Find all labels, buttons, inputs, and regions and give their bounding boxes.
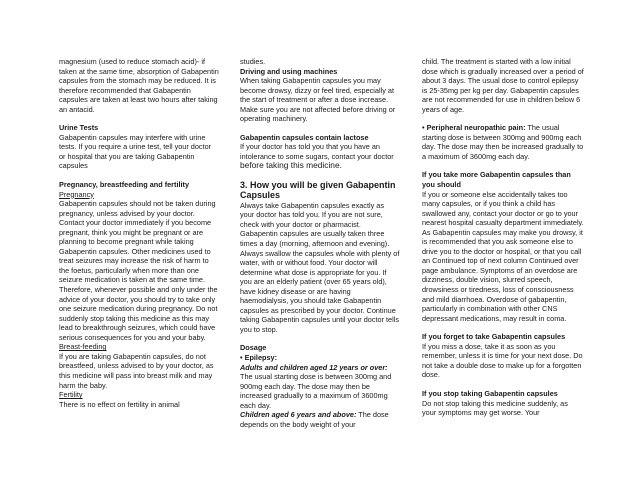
neuropathic-paragraph [422, 123, 584, 161]
child-dose-text: child. The treatment is started with a low initial dose which is gradually increased over a period of about 3 days. The usual dose to control epilepsy is 25-35mg per kg per day. Gabapentin capsules are not recommended for use in children below 6 years of age. [422, 57, 584, 114]
driving-heading: Driving and using machines [240, 66, 338, 76]
section-3-text: Always take Gabapentin capsules exactly as your doctor has told you. If you are not sure, check with your doctor or pharmacist. Gabapentin capsules are usually taken three times a day (morning, afternoon and evening). Always swallow the capsules whole with plenty of water, with or without food. Your doctor will determine what dose is appropriate for you. If you are an elderly patient (over 65 years old), have kidney disease or are having haemodialysis, you should take Gabapentin capsules as prescribed by your doctor. Continue taking Gabapentin capsules until your doctor tells you to stop. [240, 200, 400, 334]
adults-dose-paragraph [240, 363, 400, 411]
children-text: The dose depends on the body weight of your [240, 410, 389, 429]
pregnancy-heading: Pregnancy, breastfeeding and fertility [59, 180, 190, 190]
epilepsy-heading: • Epilepsy: [240, 353, 278, 363]
breastfeeding-subheading: Breast-feeding [59, 342, 107, 352]
children-dose-paragraph [240, 410, 400, 429]
forget-dose-text: If you miss a dose, take it as soon as you remember, unless it is time for your next dose. Do not take a double dose to make up for a forgotten dose. [422, 341, 583, 380]
urine-tests-text: Gabapentin capsules may interfere with urine tests. If you require a urine test, tell your doctor or hospital that you are taking Gabapentin capsules [59, 132, 212, 171]
studies-text: studies. [240, 57, 266, 66]
driving-text: When taking Gabapentin capsules you may become drowsy, dizzy or feel tired, especially at the start of treatment or after a dose increase. Make sure you are not affected before driving or operating machinery. [240, 76, 396, 124]
column-left [59, 57, 219, 409]
urine-tests-heading: Urine Tests [59, 123, 99, 133]
lactose-text [240, 142, 400, 171]
antacid-paragraph: magnesium (used to reduce stomach acid)- if taken at the same time, absorption of Gabapentin capsules from the stomach may be reduced. It is therefore recommended that Gabapentin capsules are taken at least two hours after taking an antacid. [59, 57, 219, 114]
neuropathic-heading: • Peripheral neuropathic pain: [422, 123, 526, 133]
pregnancy-subheading: Pregnancy [59, 189, 94, 199]
adults-heading: Adults and children aged 12 years or over: [240, 362, 388, 372]
pregnancy-text: Gabapentin capsules should not be taken during pregnancy, unless advised by your doctor. Contact your doctor immediately if you become pregnant, think you might be pregnant or are planning to become pregnant while taking Gabapentin capsules. Other medicines used to treat seizures may increase the risk of harm to the foetus, particularly when more than one seizure medication is taken at the same time. Therefore, whenever possible and only under the advice of your doctor, you should try to take only one seizure medication during pregnancy. Do not suddenly stop taking this medicine as this may lead to breakthrough seizures, which could have serious consequences for you and your baby. [59, 199, 218, 342]
fertility-text: There is no effect on fertility in animal [59, 399, 180, 409]
adults-text: The usual starting dose is between 300mg and 900mg each day. The dose may then be increased gradually to a maximum of 3600mg each day. [240, 372, 392, 410]
overdose-text: If you or someone else accidentally takes too many capsules, or if you think a child has swallowed any, contact your doctor or go to your nearest hospital casualty department immediately. As Gabapentin capsules may make you drowsy, it is recommended that you ask someone else to drive you to the doctor or hospital, or that you call an Continued top of next column Continued over page ambulance. Symptoms of an overdose are dizziness, double vision, slurred speech, drowsiness or tiredness, loss of consciousness and mild diarrhoea. Overdose of gabapentin, particularly in combination with other CNS depressant medications, may result in coma. [422, 189, 584, 323]
forget-dose-heading: If you forget to take Gabapentin capsules [422, 332, 566, 342]
overdose-heading: If you take more Gabapentin capsules than you should [422, 170, 571, 190]
column-right [422, 57, 584, 418]
dosage-heading: Dosage [240, 343, 267, 353]
fertility-subheading: Fertility [59, 390, 83, 400]
section-3-heading: 3. How you will be given Gabapentin Capsules [240, 180, 396, 201]
lactose-heading: Gabapentin capsules contain lactose [240, 132, 369, 142]
lactose-text-a: If your doctor has told you that you have an intolerance to some sugars, contact your doctor [240, 142, 394, 161]
lactose-text-b: before taking this medicine. [240, 160, 342, 171]
breastfeeding-text: If you are taking Gabapentin capsules, do not breastfeed, unless advised to by your doctor, as this medicine will pass into breast milk and may harm the baby. [59, 351, 214, 390]
children-heading: Children aged 6 years and above: [240, 410, 357, 420]
neuropathic-text: The usual starting dose is between 300mg and 900mg each day. The dose may then be increased gradually to a maximum of 3600mg each day. [422, 123, 584, 161]
stop-taking-text: Do not stop taking this medicine suddenly, as your symptoms may get worse. Your [422, 398, 568, 418]
stop-taking-heading: If you stop taking Gabapentin capsules [422, 388, 558, 398]
column-middle [240, 57, 400, 429]
